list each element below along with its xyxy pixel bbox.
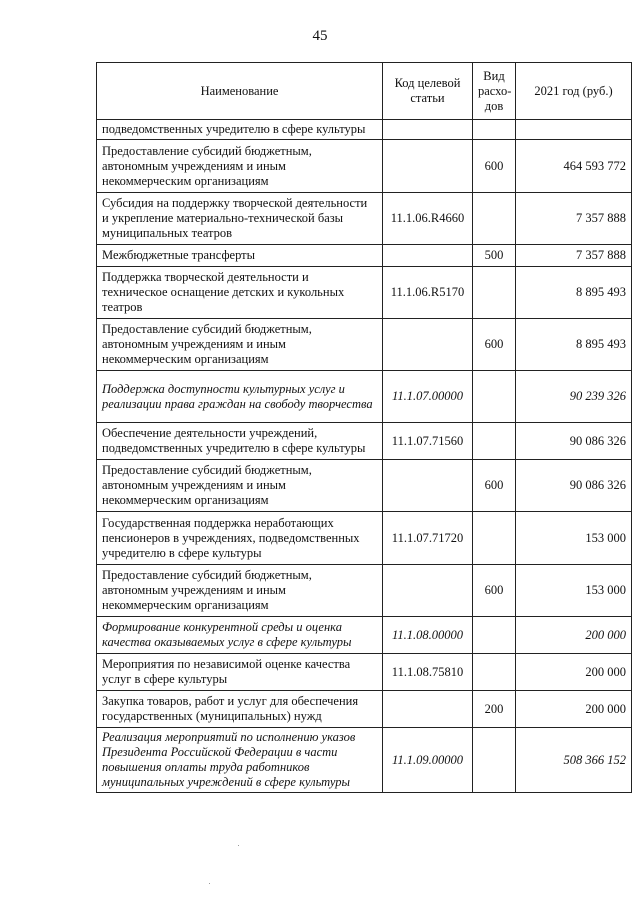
cell-name: Реализация мероприятий по исполнению указов Президента Российской Федерации в части повышения оплаты труда работников муниципальных учреждений в сфере культуры bbox=[97, 728, 383, 793]
cell-code: 11.1.08.75810 bbox=[383, 654, 473, 691]
table-row bbox=[97, 193, 632, 245]
header-type: Вид расхо-дов bbox=[473, 63, 516, 120]
cell-type: 200 bbox=[473, 691, 516, 728]
cell-name: Субсидия на поддержку творческой деятельности и укрепление материально-технической базы муниципальных театров bbox=[97, 193, 383, 245]
cell-name: Предоставление субсидий бюджетным, автономным учреждениям и иным некоммерческим организациям bbox=[97, 565, 383, 617]
cell-type bbox=[473, 193, 516, 245]
cell-name: Поддержка доступности культурных услуг и реализации права граждан на свободу творчества bbox=[97, 371, 383, 423]
cell-code bbox=[383, 245, 473, 267]
table-row bbox=[97, 267, 632, 319]
cell-sum: 7 357 888 bbox=[516, 245, 632, 267]
budget-table bbox=[96, 62, 632, 793]
table-row bbox=[97, 654, 632, 691]
cell-code: 11.1.07.71720 bbox=[383, 512, 473, 565]
cell-type: 600 bbox=[473, 460, 516, 512]
table-row bbox=[97, 691, 632, 728]
cell-code bbox=[383, 319, 473, 371]
table-row bbox=[97, 319, 632, 371]
table-row bbox=[97, 245, 632, 267]
cell-name: Предоставление субсидий бюджетным, автономным учреждениям и иным некоммерческим организациям bbox=[97, 140, 383, 193]
cell-sum: 90 086 326 bbox=[516, 423, 632, 460]
cell-sum: 153 000 bbox=[516, 512, 632, 565]
scan-speck bbox=[209, 883, 210, 884]
cell-code: 11.1.09.00000 bbox=[383, 728, 473, 793]
cell-sum: 153 000 bbox=[516, 565, 632, 617]
cell-name: Межбюджетные трансферты bbox=[97, 245, 383, 267]
cell-code bbox=[383, 691, 473, 728]
cell-name: Мероприятия по независимой оценке качества услуг в сфере культуры bbox=[97, 654, 383, 691]
table-row bbox=[97, 120, 632, 140]
cell-type: 600 bbox=[473, 565, 516, 617]
cell-type: 600 bbox=[473, 319, 516, 371]
cell-type bbox=[473, 617, 516, 654]
page-number: 45 bbox=[312, 28, 328, 44]
cell-sum: 200 000 bbox=[516, 691, 632, 728]
cell-name: Предоставление субсидий бюджетным, автономным учреждениям и иным некоммерческим организациям bbox=[97, 319, 383, 371]
cell-sum: 200 000 bbox=[516, 654, 632, 691]
cell-sum: 90 086 326 bbox=[516, 460, 632, 512]
cell-type bbox=[473, 371, 516, 423]
cell-code: 11.1.06.R5170 bbox=[383, 267, 473, 319]
cell-name: Закупка товаров, работ и услуг для обеспечения государственных (муниципальных) нужд bbox=[97, 691, 383, 728]
cell-name: Поддержка творческой деятельности и техническое оснащение детских и кукольных театров bbox=[97, 267, 383, 319]
cell-name: Государственная поддержка неработающих пенсионеров в учреждениях, подведомственных учредителю в сфере культуры bbox=[97, 512, 383, 565]
cell-name: Предоставление субсидий бюджетным, автономным учреждениям и иным некоммерческим организациям bbox=[97, 460, 383, 512]
cell-sum: 7 357 888 bbox=[516, 193, 632, 245]
cell-type: 500 bbox=[473, 245, 516, 267]
scan-speck bbox=[238, 845, 239, 846]
cell-code bbox=[383, 140, 473, 193]
cell-code bbox=[383, 565, 473, 617]
cell-sum: 8 895 493 bbox=[516, 319, 632, 371]
header-code: Код целевой статьи bbox=[383, 63, 473, 120]
cell-type bbox=[473, 423, 516, 460]
table-row bbox=[97, 423, 632, 460]
cell-code: 11.1.06.R4660 bbox=[383, 193, 473, 245]
cell-type bbox=[473, 120, 516, 140]
cell-name: Формирование конкурентной среды и оценка качества оказываемых услуг в сфере культуры bbox=[97, 617, 383, 654]
cell-type bbox=[473, 512, 516, 565]
cell-sum: 90 239 326 bbox=[516, 371, 632, 423]
table-row bbox=[97, 512, 632, 565]
cell-sum: 8 895 493 bbox=[516, 267, 632, 319]
table-row bbox=[97, 565, 632, 617]
table-row bbox=[97, 460, 632, 512]
cell-code bbox=[383, 460, 473, 512]
cell-code bbox=[383, 120, 473, 140]
cell-name: Обеспечение деятельности учреждений, подведомственных учредителю в сфере культуры bbox=[97, 423, 383, 460]
cell-sum: 200 000 bbox=[516, 617, 632, 654]
cell-code: 11.1.07.71560 bbox=[383, 423, 473, 460]
cell-type bbox=[473, 728, 516, 793]
cell-code: 11.1.08.00000 bbox=[383, 617, 473, 654]
cell-name: подведомственных учредителю в сфере культуры bbox=[97, 120, 383, 140]
cell-type bbox=[473, 654, 516, 691]
cell-sum: 464 593 772 bbox=[516, 140, 632, 193]
cell-type: 600 bbox=[473, 140, 516, 193]
table-row bbox=[97, 728, 632, 793]
header-name: Наименование bbox=[97, 63, 383, 120]
header-sum: 2021 год (руб.) bbox=[516, 63, 632, 120]
cell-code: 11.1.07.00000 bbox=[383, 371, 473, 423]
table-row bbox=[97, 371, 632, 423]
table-header-row bbox=[97, 63, 632, 120]
cell-type bbox=[473, 267, 516, 319]
cell-sum bbox=[516, 120, 632, 140]
table-row bbox=[97, 140, 632, 193]
table-row bbox=[97, 617, 632, 654]
cell-sum: 508 366 152 bbox=[516, 728, 632, 793]
